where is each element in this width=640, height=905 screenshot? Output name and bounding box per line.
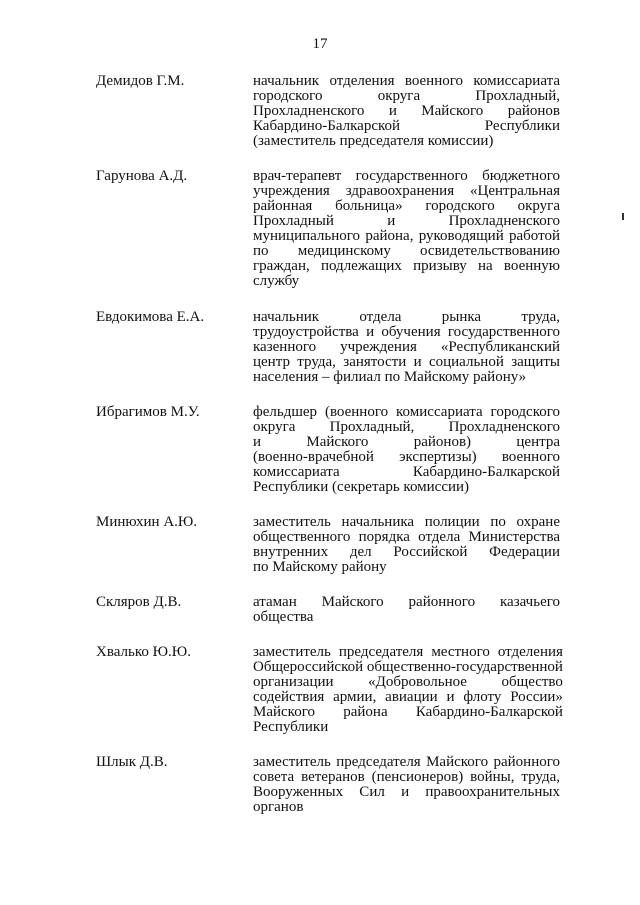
member-role-line: начальник отдела рынка труда,	[253, 309, 560, 325]
commission-members-list	[96, 73, 563, 815]
member-role-line: общества	[253, 609, 314, 625]
member-name: Евдокимова Е.А.	[96, 309, 205, 325]
member-role-line: Общероссийской общественно-государственной	[253, 659, 563, 675]
member-role-line: содействия армии, авиации и флоту России»	[253, 689, 563, 705]
member-entry	[96, 644, 563, 735]
member-role-line: заместитель председателя Майского районного	[253, 754, 560, 770]
member-role	[253, 405, 560, 495]
member-entry	[96, 169, 560, 289]
member-role	[253, 169, 560, 289]
member-entry	[96, 595, 560, 625]
member-entry	[96, 310, 560, 385]
member-name: Минюхин А.Ю.	[96, 514, 198, 530]
member-name: Гарунова А.Д.	[96, 168, 188, 184]
member-role	[253, 755, 560, 815]
member-role-line: совета ветеранов (пенсионеров) войны, труда,	[253, 769, 560, 785]
member-name: Ибрагимов М.У.	[96, 404, 200, 420]
page-number: 17	[312, 36, 328, 52]
member-role-line: (заместитель председателя комиссии)	[253, 133, 494, 149]
member-role-line: районная больница» городского округа	[253, 198, 560, 214]
member-role-line: Республики (секретарь комиссии)	[253, 479, 470, 495]
member-entry	[96, 74, 560, 149]
member-role-line: учреждения здравоохранения «Центральная	[253, 183, 560, 199]
member-entry	[96, 405, 560, 495]
member-role-line: начальник отделения военного комиссариата	[253, 73, 560, 89]
member-role	[253, 310, 560, 385]
member-role-line: общественного порядка отдела Министерства	[253, 529, 560, 545]
member-role-line: Прохладненского и Майского районов	[253, 103, 560, 119]
member-role-line: граждан, подлежащих призыву на военную	[253, 258, 560, 274]
member-role-line: и Майского районов) центра	[253, 434, 560, 450]
member-role-line: округа Прохладный, Прохладненского	[253, 419, 560, 435]
member-role-line: внутренних дел Российской Федерации	[253, 544, 560, 560]
member-role-line: органов	[253, 799, 304, 815]
member-role-line: Вооруженных Сил и правоохранительных	[253, 784, 560, 800]
member-role-line: муниципального района, руководящий работой	[253, 228, 560, 244]
member-role-line: центр труда, занятости и социальной защиты	[253, 354, 560, 370]
member-role	[253, 595, 560, 625]
member-role	[253, 515, 560, 575]
member-entry	[96, 755, 560, 815]
member-role-line: трудоустройства и обучения государственного	[253, 324, 560, 340]
member-role-line: заместитель начальника полиции по охране	[253, 514, 560, 530]
member-role	[253, 645, 563, 735]
member-role-line: Кабардино-Балкарской Республики	[253, 118, 560, 134]
member-role-line: комиссариата Кабардино-Балкарской	[253, 464, 560, 480]
member-role-line: врач-терапевт государственного бюджетного	[253, 168, 560, 184]
member-name: Скляров Д.В.	[96, 594, 182, 610]
member-role-line: службу	[253, 273, 300, 289]
member-role-line: казенного учреждения «Республиканский	[253, 339, 560, 355]
member-role-line: фельдшер (военного комиссариата городского	[253, 404, 560, 420]
member-name: Хвалько Ю.Ю.	[96, 644, 191, 660]
member-role	[253, 74, 560, 149]
member-role-line: заместитель председателя местного отделения	[253, 644, 563, 660]
member-role-line: (военно-врачебной экспертизы) военного	[253, 449, 560, 465]
margin-mark	[622, 213, 624, 220]
member-name: Шлык Д.В.	[96, 754, 168, 770]
member-role-line: городского округа Прохладный,	[253, 88, 560, 104]
member-role-line: Прохладный и Прохладненского	[253, 213, 560, 229]
member-role-line: Республики	[253, 719, 329, 735]
member-role-line: Майского района Кабардино-Балкарской	[253, 704, 563, 720]
member-role-line: по Майскому району	[253, 559, 387, 575]
member-name: Демидов Г.М.	[96, 73, 185, 89]
member-entry	[96, 515, 560, 575]
member-role-line: атаман Майского районного казачьего	[253, 594, 560, 610]
member-role-line: организации «Добровольное общество	[253, 674, 563, 690]
member-role-line: по медицинскому освидетельствованию	[253, 243, 560, 259]
member-role-line: населения – филиал по Майскому району»	[253, 369, 527, 385]
